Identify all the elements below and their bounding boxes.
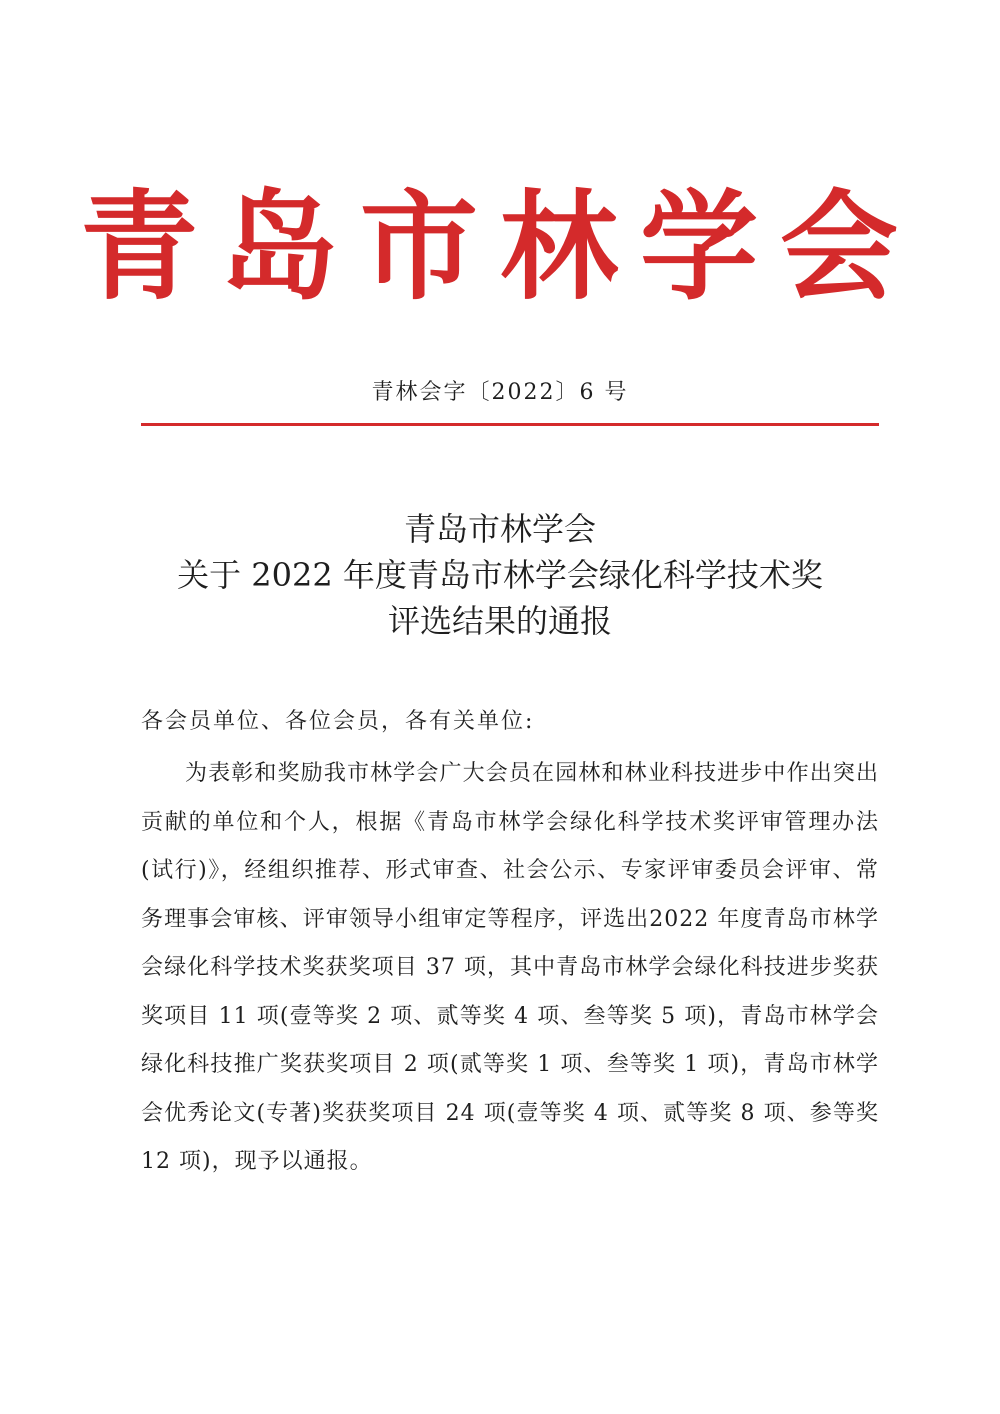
title-line-1: 青岛市林学会 (403, 510, 596, 548)
salutation: 各会员单位、各位会员，各有关单位: (141, 709, 535, 734)
title-line-2: 关于 2022 年度青岛市林学会绿化科学技术奖 (177, 556, 823, 594)
body-paragraph: 为表彰和奖励我市林学会广大会员在园林和林业科技进步中作出突出贡献的单位和个人，根据《青岛市林学会绿化科学技术奖评审管理办法(试行)》，经组织推荐、形式审查、社会公示、专家评审委员会评审、常务理事会审核、评审领导小组审定等程序，评选出2022 年度青岛市林学会绿化科学技术奖获奖项目 37 项，其中青岛市林学会绿化科技进步奖获奖项目 11 项(壹等奖 2 项、贰等奖 4 项、叁等奖 5 项)，青岛市林学会绿化科技推广奖获奖项目 2 项(贰等奖 1 项、叁等奖 1 项)，青岛市林学会优秀论文(专著)奖获奖项目 24 项(壹等奖 4 项、贰等奖 8 项、参等奖 12 项)，现予以通报。 (141, 761, 879, 1174)
title-line-3: 评选结果的通报 (387, 602, 612, 640)
organization-letterhead: 青岛市林学会 (79, 178, 920, 316)
red-divider-line (141, 423, 879, 426)
document-title (0, 506, 1000, 644)
document-number: 青林会字〔2022〕6 号 (371, 380, 629, 405)
